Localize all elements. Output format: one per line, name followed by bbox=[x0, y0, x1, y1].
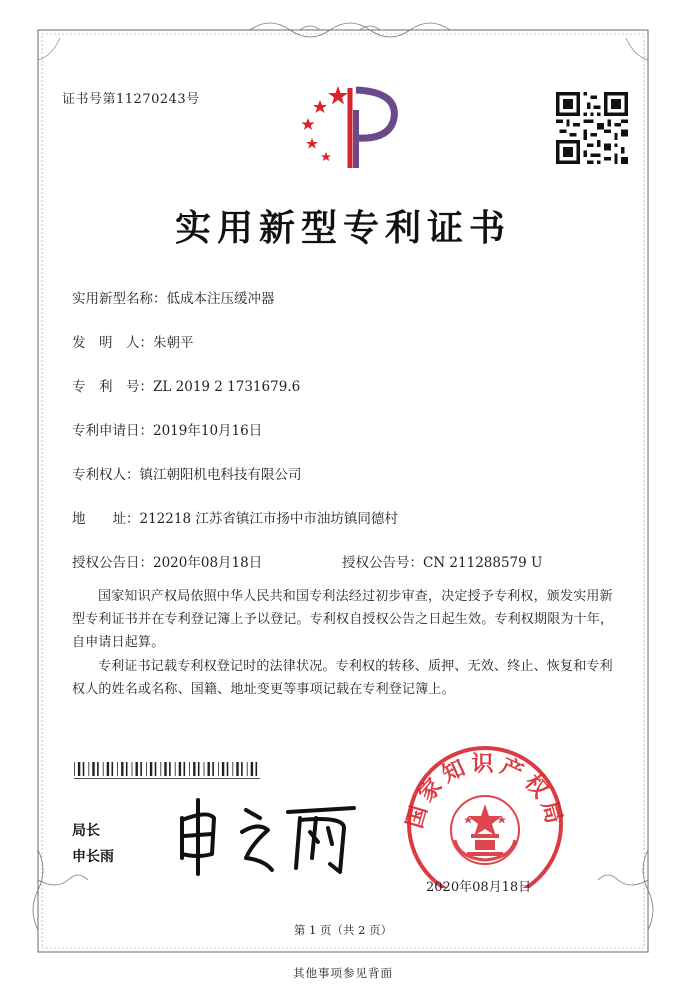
field-holder bbox=[72, 463, 302, 483]
field-name bbox=[72, 287, 275, 307]
field-address-value: 212218 江苏省镇江市扬中市油坊镇同德村 bbox=[139, 511, 398, 527]
field-patent-no-value: ZL 2019 2 1731679.6 bbox=[153, 379, 301, 395]
back-note: 其他事项参见背面 bbox=[293, 966, 393, 980]
field-app-date bbox=[72, 419, 262, 439]
field-grant-no-value: CN 211288579 U bbox=[423, 555, 543, 571]
page-number: 第 1 页（共 2 页） bbox=[293, 923, 393, 937]
field-grant-date-value: 2020年08月18日 bbox=[153, 555, 263, 571]
field-grant-no bbox=[342, 551, 542, 571]
director-title: 局长 bbox=[72, 823, 100, 839]
field-inventor-label: 发 明 人： bbox=[72, 335, 153, 351]
field-name-label: 实用新型名称： bbox=[72, 291, 167, 307]
field-holder-label: 专利权人： bbox=[72, 467, 140, 483]
certificate-number: 证书号第11270243号 bbox=[62, 92, 200, 107]
field-grant-no-label: 授权公告号： bbox=[342, 555, 423, 571]
official-seal bbox=[400, 738, 570, 888]
barcode-underline bbox=[74, 778, 260, 779]
paragraph-legal-status: 专利证书记载专利权登记时的法律状况。专利权的转移、质押、无效、终止、恢复和专利权人的姓名或名称、国籍、地址变更等事项记载在专利登记簿上。 bbox=[72, 659, 613, 697]
field-name-value: 低成本注压缓冲器 bbox=[166, 291, 275, 307]
cnipa-logo bbox=[290, 80, 405, 175]
field-holder-value: 镇江朝阳机电科技有限公司 bbox=[139, 467, 302, 483]
field-inventor-value: 朱朝平 bbox=[153, 335, 194, 351]
field-grant-date-label: 授权公告日： bbox=[72, 555, 153, 571]
paragraph-grant: 国家知识产权局依照中华人民共和国专利法经过初步审查，决定授予专利权，颁发实用新型专利证书并在专利登记簿上予以登记。专利权自授权公告之日起生效。专利权期限为十年，自申请日起算。 bbox=[72, 589, 614, 650]
field-patent-no-label: 专 利 号： bbox=[72, 379, 153, 395]
seal-date: 2020年08月18日 bbox=[426, 880, 532, 895]
svg-text:国家知识产权局: 国家知识产权局 bbox=[402, 752, 568, 832]
barcode bbox=[74, 762, 260, 776]
field-patent-no bbox=[72, 375, 300, 395]
qr-code bbox=[556, 92, 628, 164]
field-app-date-label: 专利申请日： bbox=[72, 423, 153, 439]
field-grant-date bbox=[72, 551, 262, 571]
field-address bbox=[72, 507, 398, 527]
handwritten-signature bbox=[168, 788, 368, 878]
field-address-label: 地 址： bbox=[72, 511, 140, 527]
certificate-title: 实用新型专利证书 bbox=[174, 207, 511, 249]
field-app-date-value: 2019年10月16日 bbox=[153, 423, 263, 439]
director-name: 申长雨 bbox=[72, 849, 114, 865]
field-inventor bbox=[72, 331, 194, 351]
